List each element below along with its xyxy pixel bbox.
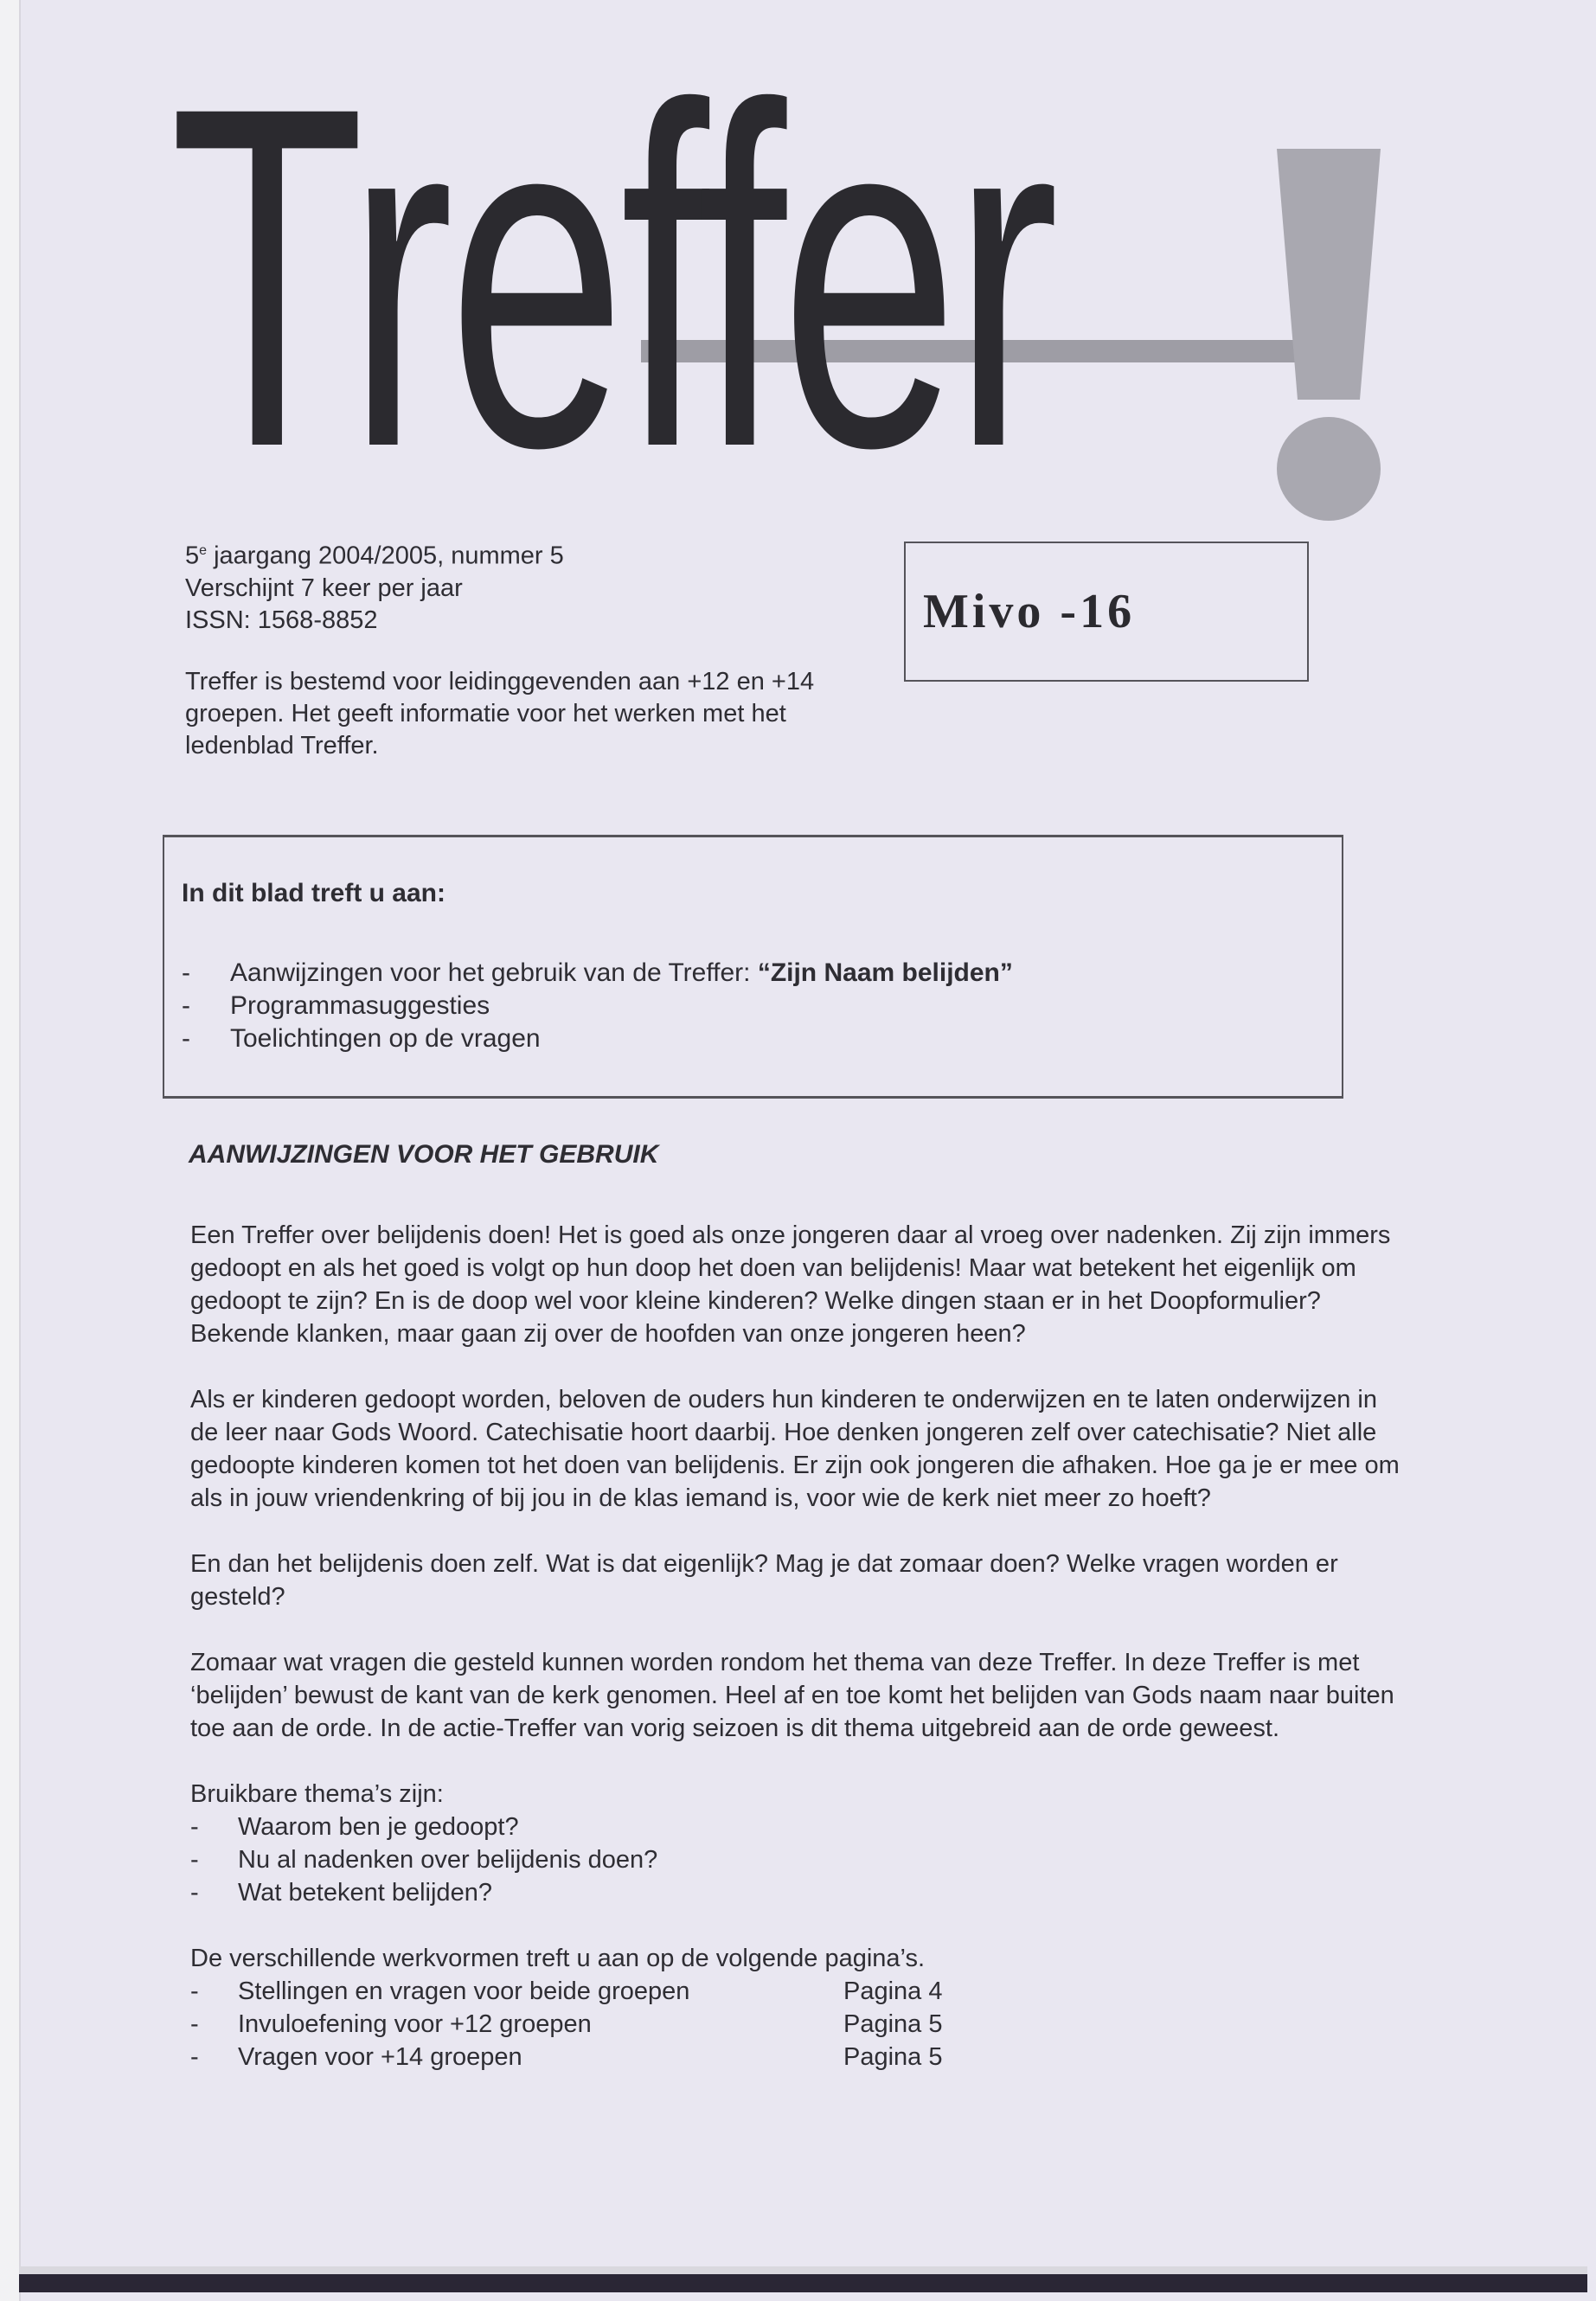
volume-text: jaargang 2004/2005, nummer 5 [207, 542, 564, 570]
frequency: Verschijnt 7 keer per jaar [185, 574, 463, 602]
description: Treffer is bestemd voor leidinggevenden aan +12 en +14 groepen. Het geeft informatie voor het werken met het ledenblad Treffer. [185, 668, 815, 760]
list-item: - Programmasuggesties [182, 991, 490, 1020]
contents-title: In dit blad treft u aan: [182, 879, 445, 907]
scan-bottom-edge [19, 2266, 1587, 2292]
logo-word: Treffer [170, 6, 1054, 548]
list-item: - Waarom ben je gedoopt? [190, 1813, 519, 1841]
list-item: - Nu al nadenken over belijdenis doen? [190, 1846, 658, 1874]
body-text [190, 1219, 1401, 2073]
paragraph: Een Treffer over belijdenis doen! Het is goed als onze jongeren daar al vroeg over nadenken. Zij zijn immers gedoopt en als het goed is volgt op hun doop het doen van belijdenis! Maar wat betekent het eigenlijk om gedoopt te zijn? En is de doop wel voor kleine kinderen? Welke dingen staan er in het Doopformulier? Bekende klanken, maar gaan zij over de hoofden van onze jongeren heen? [190, 1221, 1391, 1348]
list-item: - Wat betekent belijden? [190, 1879, 492, 1907]
themes-intro: Bruikbare thema’s zijn: [190, 1780, 444, 1808]
paragraph: En dan het belijdenis doen zelf. Wat is dat eigenlijk? Mag je dat zomaar doen? Welke vragen worden er gesteld? [190, 1550, 1338, 1611]
contents-box [163, 835, 1343, 1099]
workforms-intro: De verschillende werkvormen treft u aan op de volgende pagina’s. [190, 1945, 926, 1972]
mivo-badge: Mivo -16 [904, 542, 1309, 682]
list-item: - Vragen voor +14 groepen Pagina 5 [190, 2043, 943, 2071]
masthead-info [185, 535, 564, 637]
volume-number: 5 [185, 542, 200, 570]
treffer-logo [170, 6, 1398, 548]
contents-list [182, 957, 1013, 1055]
workforms [190, 1942, 1401, 2073]
themes [190, 1778, 1401, 1909]
section-title: AANWIJZINGEN VOOR HET GEBRUIK [189, 1140, 659, 1169]
issn: ISSN: 1568-8852 [185, 606, 378, 634]
list-item: - Toelichtingen op de vragen [182, 1024, 541, 1053]
paragraph: Zomaar wat vragen die gesteld kunnen worden rondom het thema van deze Treffer. In deze Treffer is met ‘belijden’ bewust de kant van de kerk genomen. Heel af en toe komt het belijden van Gods naam naar buiten toe aan de orde. In de actie-Treffer van vorig seizoen is dit thema uitgebreid aan de orde geweest. [190, 1649, 1394, 1742]
volume-suffix: e [199, 543, 208, 558]
paragraph: Als er kinderen gedoopt worden, beloven de ouders hun kinderen te onderwijzen en te laten onderwijzen in de leer naar Gods Woord. Catechisatie hoort daarbij. Hoe denken jongeren zelf over catechisatie? Niet alle gedoopte kinderen komen tot het doen van belijdenis. Er zijn ook jongeren die afhaken. Hoe ga je er mee om als in jouw vriendenkring of bij jou in de klas iemand is, voor wie de kerk niet meer zo hoeft? [190, 1386, 1400, 1512]
list-item: - Invuloefening voor +12 groepen Pagina 5 [190, 2010, 943, 2038]
scan-edge [0, 0, 21, 2301]
list-item: - Stellingen en vragen voor beide groepen Pagina 4 [190, 1977, 943, 2005]
list-item: - Aanwijzingen voor het gebruik van de Treffer: “Zijn Naam belijden” [182, 958, 1013, 987]
